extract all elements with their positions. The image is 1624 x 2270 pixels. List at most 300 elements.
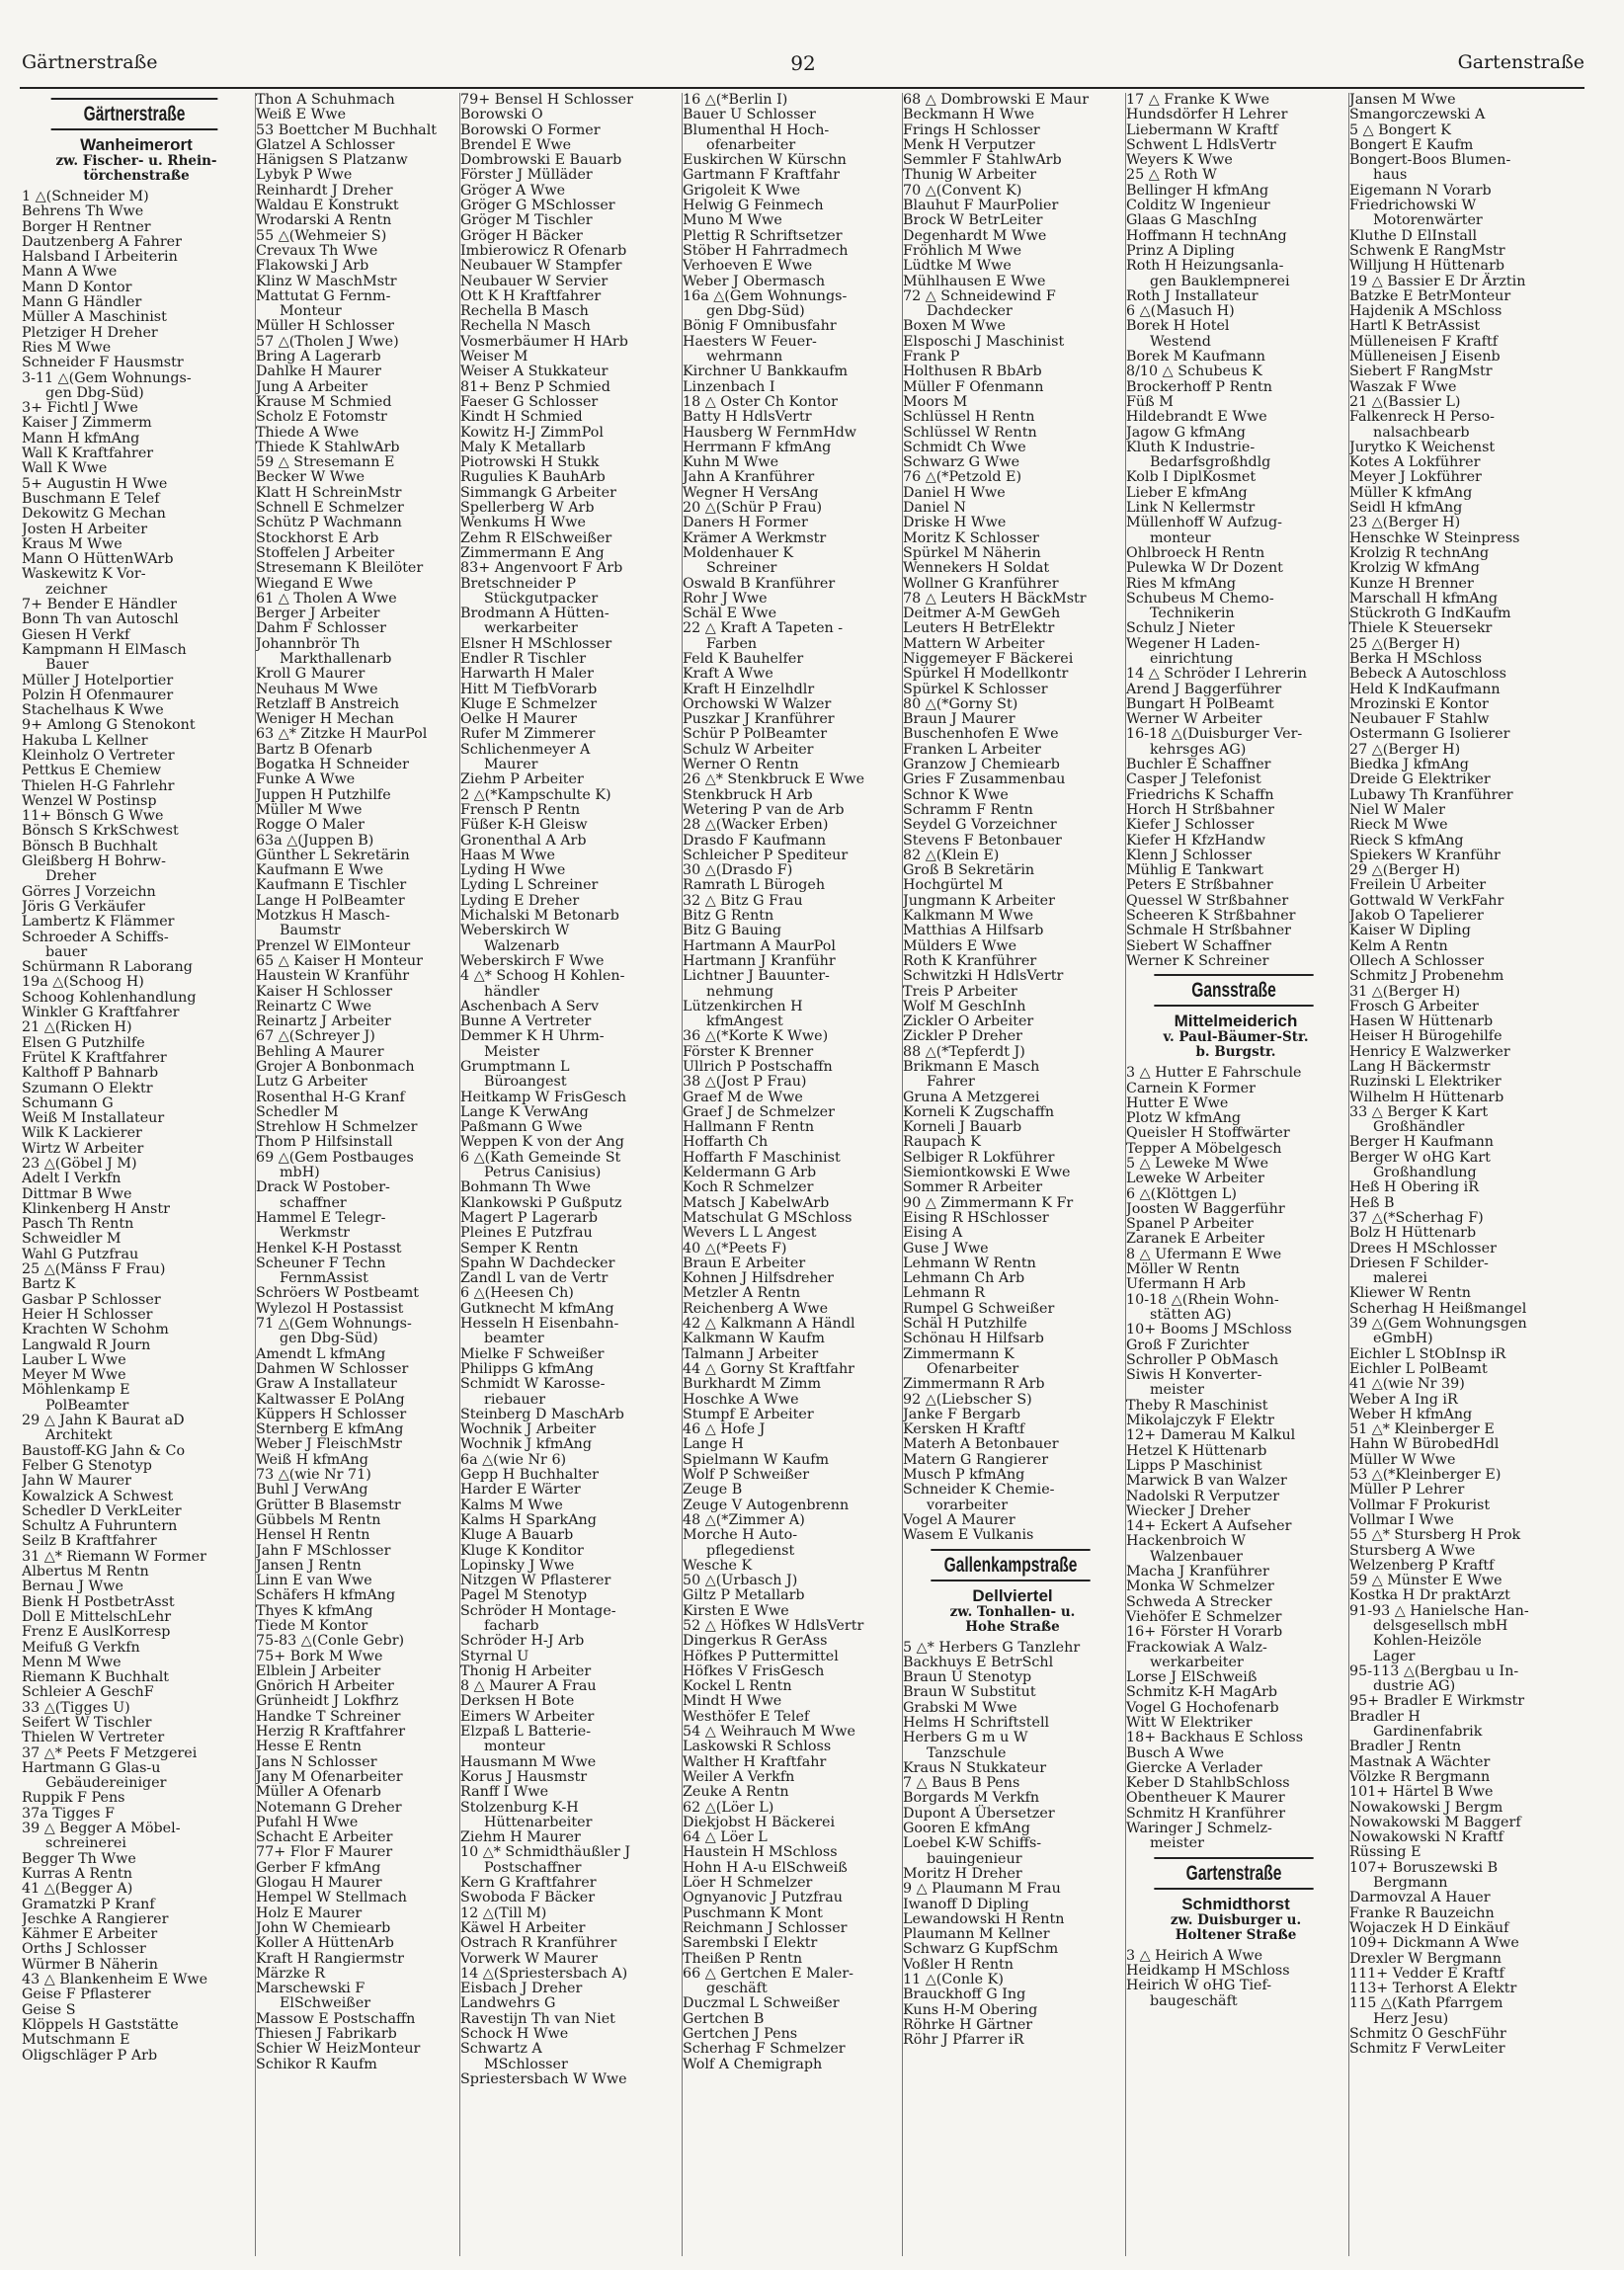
directory-entry: Behrens Th Wwe	[22, 203, 144, 220]
entry-continuation: pflegedienst	[706, 1542, 795, 1559]
directory-entry: Paßmann G Wwe	[460, 1119, 583, 1136]
directory-entry: 11+ Bönsch G Wwe	[22, 808, 164, 825]
directory-entry: Lange H	[683, 1436, 744, 1453]
street-range: zw. Duisburger u.	[1170, 1911, 1302, 1928]
directory-entry: Schneider F Hausmstr	[22, 355, 184, 371]
street-range: zw. Tonhallen- u.	[949, 1603, 1076, 1620]
directory-entry: 52 △ Höfkes W HdlsVertr	[683, 1617, 864, 1634]
directory-entry: Wetering P van de Arb	[683, 801, 845, 818]
directory-entry: Marschewski F	[256, 1981, 365, 1997]
directory-entry: 55 △(Wehmeier S)	[256, 227, 387, 244]
directory-entry: Schmitz F VerwLeiter	[1349, 2041, 1505, 2058]
directory-entry: Stenkbruck H Arb	[683, 786, 813, 803]
directory-entry: Johannbrör Th	[256, 635, 361, 652]
directory-entry: 77+ Flor F Maurer	[256, 1844, 393, 1861]
directory-entry: Bolz H Hüttenarb	[1349, 1225, 1477, 1242]
directory-entry: Graef M de Wwe	[683, 1089, 803, 1105]
directory-entry: Schwenk E RangMstr	[1349, 242, 1505, 259]
directory-entry: Moors M	[903, 393, 968, 410]
directory-entry: Käwel H Arbeiter	[460, 1919, 586, 1936]
entry-continuation: zeichner	[45, 581, 108, 598]
directory-entry: Lopinsky J Wwe	[460, 1557, 575, 1574]
directory-entry: Kaiser J Zimmerm	[22, 415, 152, 432]
directory-entry: Nowakowski M Baggerf	[1349, 1814, 1521, 1830]
directory-entry: Schütz P Wachmann	[256, 515, 402, 531]
directory-entry: Borger H Rentner	[22, 218, 151, 235]
directory-entry: Spahn W Dachdecker	[460, 1255, 615, 1271]
directory-entry: Voßler H Rentn	[903, 1956, 1014, 1973]
directory-entry: Bönsch B Buchhalt	[22, 838, 158, 854]
directory-entry: Siwis H Konverter-	[1126, 1367, 1262, 1384]
entry-continuation: Büroangest	[484, 1074, 567, 1091]
directory-entry: Riemann K Buchhalt	[22, 1669, 170, 1686]
directory-entry: Werner W Arbeiter	[1126, 711, 1262, 728]
directory-entry: Lehmann W Rentn	[903, 1255, 1036, 1271]
entry-continuation: wehrmann	[706, 349, 783, 365]
directory-entry: Jansen J Rentn	[256, 1557, 362, 1574]
directory-entry: Rüssing E	[1349, 1844, 1421, 1861]
directory-entry: Sarembski I Elektr	[683, 1935, 818, 1952]
directory-entry: Kowitz H-J ZimmPol	[460, 424, 604, 441]
directory-entry: Schlichenmeyer A	[460, 741, 591, 758]
running-header-left: Gärtnerstraße	[22, 51, 158, 73]
directory-entry: Hackenbroich W	[1126, 1533, 1246, 1550]
directory-entry: Thunig W Arbeiter	[903, 167, 1037, 184]
directory-entry: 59 △ Stresemann E	[256, 454, 395, 471]
directory-entry: Kliewer W Rentn	[1349, 1285, 1471, 1302]
district-name: Wanheimerort	[80, 135, 193, 154]
directory-entry: Neuhaus M Wwe	[256, 681, 378, 697]
directory-entry: Bunne A Vertreter	[460, 1013, 592, 1030]
directory-entry: Waringer J Schmelz-	[1126, 1821, 1272, 1837]
directory-entry: Juppen H Putzhilfe	[256, 786, 391, 803]
directory-entry: Hitt M TiefbVorarb	[460, 681, 598, 697]
street-range: Holtener Straße	[1175, 1926, 1297, 1943]
directory-entry: Eising A	[903, 1225, 963, 1242]
directory-entry: Marschall H kfmAng	[1349, 590, 1498, 607]
directory-entry: Weiler A Verkfn	[683, 1768, 795, 1785]
directory-entry: Gertchen J Pens	[683, 2026, 798, 2042]
directory-entry: Wirtz W Arbeiter	[22, 1140, 144, 1157]
directory-entry: Borek H Hotel	[1126, 318, 1230, 335]
directory-entry: Borek M Kaufmann	[1126, 349, 1266, 365]
directory-entry: Marwick B van Walzer	[1126, 1473, 1287, 1490]
directory-entry: Freilein U Arbeiter	[1349, 877, 1487, 894]
directory-entry: Thon A Schuhmach	[256, 93, 395, 108]
directory-entry: Pleines E Putzfrau	[460, 1225, 593, 1242]
directory-entry: Brikmann E Masch	[903, 1059, 1040, 1075]
directory-entry: Ostermann G Isolierer	[1349, 726, 1510, 743]
directory-entry: Swoboda F Bäcker	[460, 1890, 596, 1906]
entry-continuation: Monteur	[280, 303, 342, 320]
directory-entry: Hohn H A-u ElSchweiß	[683, 1859, 848, 1876]
directory-entry: Bernau J Wwe	[22, 1579, 123, 1595]
directory-entry: Weniger H Mechan	[256, 711, 394, 728]
directory-entry: Ufermann H Arb	[1126, 1276, 1246, 1293]
directory-entry: Janke F Bergarb	[903, 1406, 1021, 1422]
directory-entry: Reichenberg A Wwe	[683, 1300, 829, 1317]
directory-entry: Hasen W Hüttenarb	[1349, 1013, 1494, 1030]
directory-entry: Lyding L Schreiner	[460, 877, 599, 894]
directory-entry: 70 △(Convent K)	[903, 182, 1022, 199]
directory-entry: Kurras A Rentn	[22, 1865, 132, 1882]
directory-entry: Welzenberg P Kraftf	[1349, 1557, 1495, 1574]
directory-entry: Elblein J Arbeiter	[256, 1662, 381, 1679]
directory-entry: 82 △(Klein E)	[903, 847, 1000, 863]
directory-entry: 1 △(Schneider M)	[22, 189, 149, 204]
entry-continuation: haus	[1373, 167, 1408, 184]
directory-entry: Queisler H Stoffwärter	[1126, 1125, 1290, 1142]
directory-entry: Hetzel K Hüttenarb	[1126, 1442, 1267, 1459]
directory-entry: Busch A Wwe	[1126, 1744, 1225, 1761]
directory-entry: Haustein W Kranführ	[256, 968, 410, 985]
entry-continuation: Baumstr	[280, 923, 341, 939]
directory-entry: Gleißberg H Bohrw-	[22, 853, 166, 870]
directory-entry: Willjung H Hüttenarb	[1349, 258, 1505, 275]
directory-entry: Mann O HüttenWArb	[22, 551, 174, 568]
directory-entry: Tepper A Möbelgesch	[1126, 1140, 1282, 1157]
directory-entry: Jurytko K Weichenst	[1349, 439, 1496, 455]
street-range: törchenstraße	[83, 168, 190, 184]
directory-entry: Menn M Wwe	[22, 1654, 122, 1670]
directory-entry: Hallmann F Rentn	[683, 1119, 815, 1136]
directory-entry: Braun U Stenotyp	[903, 1669, 1032, 1686]
directory-entry: Weber J FleischMstr	[256, 1436, 402, 1453]
directory-entry: Ziehm P Arbeiter	[460, 771, 584, 788]
directory-entry: Seifert W Tischler	[22, 1714, 152, 1731]
directory-entry: Schnell E Schmelzer	[256, 500, 404, 517]
directory-entry: Scheeren K Strßbahner	[1126, 908, 1296, 925]
directory-entry: Schnor K Wwe	[903, 786, 1009, 803]
directory-entry: Duczmal L Schweißer	[683, 1995, 840, 2012]
directory-entry: Dahmen W Schlosser	[256, 1360, 409, 1377]
directory-entry: Klatt H SchreinMstr	[256, 484, 402, 501]
entry-continuation: Stückgutpacker	[484, 590, 599, 607]
directory-entry: Roth H Heizungsanla-	[1126, 258, 1284, 275]
directory-entry: Semper K Rentn	[460, 1240, 579, 1257]
directory-entry: Korneli K Zugschaffn	[903, 1103, 1055, 1120]
directory-entry: Frensch P Rentn	[460, 801, 581, 818]
directory-entry: Raupach K	[903, 1134, 981, 1151]
directory-entry: 16 △(*Berlin I)	[683, 93, 788, 108]
directory-entry: Weyers K Wwe	[1126, 152, 1233, 169]
directory-entry: Eimers W Arbeiter	[460, 1708, 595, 1725]
directory-entry: Dautzenberg A Fahrer	[22, 233, 182, 250]
directory-entry: Klöppels H Gaststätte	[22, 2016, 179, 2033]
directory-entry: Brauckhoff G Ing	[903, 1986, 1026, 2003]
directory-entry: Hempel W Stellmach	[256, 1890, 407, 1906]
entry-continuation: mbH)	[280, 1165, 320, 1181]
directory-entry: Weberskirch F Wwe	[460, 952, 605, 969]
directory-entry: Pufahl H Wwe	[256, 1814, 359, 1830]
directory-entry: Schleicher P Spediteur	[683, 847, 849, 863]
directory-entry: Siebert F RangMstr	[1349, 364, 1493, 380]
directory-entry: 27 △(Berger H)	[1349, 741, 1461, 758]
directory-entry: Weppen K von der Ang	[460, 1134, 624, 1151]
directory-entry: Kaiser W Dipling	[1349, 923, 1471, 939]
directory-entry: Heß B	[1349, 1194, 1395, 1211]
directory-entry: Küppers H Schlosser	[256, 1406, 407, 1422]
directory-entry: Vollmar F Prokurist	[1349, 1497, 1491, 1513]
directory-entry: Harwarth H Maler	[460, 666, 594, 683]
directory-entry: Bongert E Kaufm	[1349, 136, 1474, 153]
directory-entry: Spürkel M Näherin	[903, 544, 1041, 561]
directory-entry: Vorwerk W Maurer	[460, 1950, 598, 1967]
directory-entry: Weiß H kfmAng	[256, 1451, 368, 1468]
directory-entry: Grigoleit K Wwe	[683, 182, 801, 199]
entry-continuation: malerei	[1373, 1270, 1427, 1287]
directory-entry: Moritz H Dreher	[903, 1865, 1022, 1882]
directory-entry: Meyer J Lokführer	[1349, 469, 1482, 486]
directory-entry: 29 △(Berger H)	[1349, 862, 1461, 879]
directory-entry: Bartz B Ofenarb	[256, 741, 372, 758]
directory-entry: Sternberg E kfmAng	[256, 1421, 404, 1438]
directory-entry: Müller F Ofenmann	[903, 378, 1044, 395]
directory-entry: 46 △ Hofe J	[683, 1421, 766, 1438]
entry-continuation: monteur	[1150, 529, 1211, 546]
directory-entry: Mielke F Schweißer	[460, 1345, 605, 1362]
entry-continuation: Ofenarbeiter	[927, 1360, 1019, 1377]
directory-entry: Leweke W Arbeiter	[1126, 1171, 1264, 1187]
directory-entry: Grütter B Blasemstr	[256, 1497, 401, 1513]
directory-entry: Roth J Installateur	[1126, 287, 1259, 304]
street-heading: Gansstraße	[1154, 974, 1313, 1007]
directory-entry: 95+ Bradler E Wirkmstr	[1349, 1693, 1525, 1710]
directory-entry: Mann H kfmAng	[22, 430, 140, 446]
directory-entry: Giesen H Verkf	[22, 626, 130, 643]
directory-entry: Weber A Ing iR	[1349, 1391, 1458, 1408]
directory-entry: 91-93 △ Hanielsche Han-	[1349, 1602, 1529, 1619]
directory-entry: Schäl H Putzhilfe	[903, 1316, 1027, 1333]
entry-continuation: PolBeamter	[45, 1397, 129, 1414]
entry-continuation: schaffner	[280, 1194, 347, 1211]
directory-entry: Kalthoff P Bahnarb	[22, 1065, 159, 1082]
directory-entry: 8 △ Ufermann E Wwe	[1126, 1246, 1282, 1262]
entry-continuation: Gebäudereiniger	[45, 1775, 167, 1792]
directory-entry: Ramrath L Bürogeh	[683, 877, 826, 894]
directory-entry: Brendel E Wwe	[460, 136, 572, 153]
directory-entry: Doll E MittelschLehr	[22, 1608, 172, 1625]
directory-entry: 6 △(Heesen Ch)	[460, 1285, 574, 1302]
directory-entry: Weiß M Installateur	[22, 1110, 165, 1127]
directory-entry: Müller K kfmAng	[1349, 484, 1473, 501]
directory-entry: Friedrichowski W	[1349, 198, 1477, 214]
directory-entry: Thonig H Arbeiter	[460, 1662, 592, 1679]
directory-entry: Guse J Wwe	[903, 1240, 989, 1257]
directory-entry: 31 △* Riemann W Former	[22, 1548, 206, 1565]
entry-continuation: Bergmann	[1373, 1875, 1448, 1892]
directory-entry: Stolzenburg K-H	[460, 1799, 579, 1816]
directory-entry: Bienk H PostbetrAsst	[22, 1593, 175, 1610]
directory-entry: Viehöfer E Schmelzer	[1126, 1608, 1282, 1625]
directory-entry: Bebeck A Autoschloss	[1349, 666, 1506, 683]
directory-entry: Schacht E Arbeiter	[256, 1829, 393, 1846]
directory-entry: Wolf P Schweißer	[683, 1467, 810, 1484]
directory-entry: Scherhag F Schmelzer	[683, 2041, 846, 2058]
directory-entry: 37 △* Peets F Metzgerei	[22, 1744, 198, 1761]
directory-entry: Harder E Wärter	[460, 1482, 581, 1499]
directory-entry: Bungart H PolBeamt	[1126, 695, 1274, 712]
directory-entry: Eichler L PolBeamt	[1349, 1360, 1488, 1377]
directory-entry: 18 △ Oster Ch Kontor	[683, 393, 838, 410]
directory-entry: Lehmann Ch Arb	[903, 1270, 1025, 1287]
directory-entry: 71 △(Gem Wohnungs-	[256, 1316, 412, 1333]
directory-entry: 20 △(Schür P Frau)	[683, 500, 823, 517]
directory-entry: 21 △(Bassier L)	[1349, 393, 1461, 410]
directory-entry: Buschenhofen E Wwe	[903, 726, 1059, 743]
directory-entry: Dahm F Schlosser	[256, 620, 386, 637]
directory-entry: Puszkar J Kranführer	[683, 711, 835, 728]
directory-entry: John W Chemiearb	[256, 1919, 391, 1936]
directory-entry: Bitz G Bauing	[683, 923, 782, 939]
directory-entry: Waldau E Konstrukt	[256, 198, 399, 214]
directory-entry: Schlüssel W Rentn	[903, 424, 1037, 441]
directory-entry: Orths J Schlosser	[22, 1941, 146, 1958]
directory-entry: Wrodarski A Rentn	[256, 212, 392, 229]
directory-entry: Bönig F Omnibusfahr	[683, 318, 837, 335]
directory-entry: Steinberg D MaschArb	[460, 1406, 624, 1422]
directory-entry: Nowakowski J Bergm	[1349, 1799, 1503, 1816]
directory-entry: Geise F Pflasterer	[22, 1986, 151, 2003]
directory-entry: Plaumann M Kellner	[903, 1926, 1050, 1943]
directory-entry: Lewandowski H Rentn	[903, 1910, 1065, 1927]
directory-entry: Bretschneider P	[460, 575, 576, 592]
directory-entry: Märzke R	[256, 1965, 325, 1982]
directory-entry: Schmitz K-H MagArb	[1126, 1684, 1278, 1701]
directory-entry: Jany M Ofenarbeiter	[256, 1768, 403, 1785]
directory-entry: Wahl G Putzfrau	[22, 1246, 139, 1262]
directory-entry: Klenn J Schlosser	[1126, 847, 1253, 863]
directory-entry: Lauber L Wwe	[22, 1351, 126, 1368]
directory-entry: Krolzig W kfmAng	[1349, 560, 1480, 577]
directory-entry: Behling A Maurer	[256, 1043, 384, 1060]
directory-entry: Kaufmann E Tischler	[256, 877, 407, 894]
directory-entry: Brock W BetrLeiter	[903, 212, 1043, 229]
directory-entry: Reinartz C Wwe	[256, 998, 372, 1014]
directory-entry: Niel W Maler	[1349, 801, 1445, 818]
directory-entry: Seydel G Vorzeichner	[903, 817, 1057, 834]
directory-entry: Kelm A Rentn	[1349, 937, 1448, 954]
directory-entry: Neubauer W Servier	[460, 273, 609, 289]
directory-entry: 19a △(Schoog H)	[22, 974, 144, 991]
directory-entry: Jahn A Kranführer	[683, 469, 815, 486]
directory-entry: Derksen H Bote	[460, 1693, 575, 1710]
district-name: Dellviertel	[972, 1585, 1053, 1605]
directory-entry: Kalkmann W Kaufm	[683, 1331, 825, 1347]
directory-entry: Schier W HeizMonteur	[256, 2041, 421, 2058]
column-4	[682, 93, 899, 2256]
directory-entry: Frosch G Arbeiter	[1349, 998, 1479, 1014]
entry-continuation: beamter	[484, 1331, 544, 1347]
directory-entry: Vogel A Maurer	[903, 1511, 1015, 1528]
directory-entry: Mülleneisen J Eisenb	[1349, 349, 1501, 365]
directory-entry: Kroll G Maurer	[256, 666, 365, 683]
directory-entry: Stursberg A Wwe	[1349, 1542, 1476, 1559]
directory-entry: Graw A Installateur	[256, 1376, 397, 1393]
directory-entry: 111+ Vedder E Kraftf	[1349, 1965, 1504, 1982]
column-5	[902, 93, 1122, 2256]
directory-entry: 16+ Förster H Vorarb	[1126, 1624, 1283, 1641]
directory-entry: Stockhorst E Arb	[256, 529, 379, 546]
directory-entry: Weiser M	[460, 349, 528, 365]
directory-entry: Hartl K BetrAssist	[1349, 318, 1481, 335]
directory-entry: Retzlaff B Anstreich	[256, 695, 400, 712]
directory-entry: Colditz W Ingenieur	[1126, 198, 1270, 214]
directory-entry: Massow E Postschaffn	[256, 2010, 416, 2027]
directory-entry: Kluthe D ElInstall	[1349, 227, 1478, 244]
entry-continuation: kfmAngest	[706, 1013, 783, 1030]
directory-entry: Stückroth G IndKaufm	[1349, 606, 1511, 622]
directory-entry: Möller W Rentn	[1126, 1261, 1240, 1278]
directory-entry: Hensel H Rentn	[256, 1527, 370, 1544]
directory-entry: Funke A Wwe	[256, 771, 356, 788]
directory-entry: Magert P Lagerarb	[460, 1209, 599, 1226]
directory-entry: Carnein K Former	[1126, 1080, 1256, 1096]
directory-entry: 28 △(Wacker Erben)	[683, 817, 829, 834]
directory-entry: Moritz K Schlosser	[903, 529, 1039, 546]
directory-entry: Siebert W Schaffner	[1126, 937, 1271, 954]
directory-entry: Bonn Th van Autoschl	[22, 611, 179, 628]
directory-entry: 64 △ Löer L	[683, 1829, 768, 1846]
directory-entry: Gröger A Wwe	[460, 182, 566, 199]
directory-entry: Mrozinski E Kontor	[1349, 695, 1489, 712]
directory-entry: Schröers W Postbeamt	[256, 1285, 420, 1302]
directory-entry: Euskirchen W Kürschn	[683, 152, 847, 169]
directory-entry: Mülleneisen F Kraftf	[1349, 333, 1499, 350]
directory-entry: 38 △(Jost P Frau)	[683, 1074, 807, 1091]
directory-entry: Polzin H Ofenmaurer	[22, 687, 174, 703]
directory-entry: Berka H MSchloss	[1349, 650, 1483, 667]
directory-entry: Lubawy Th Kranführer	[1349, 786, 1513, 803]
directory-entry: 4 △* Schoog H Kohlen-	[460, 968, 625, 985]
directory-entry: Kraus M Wwe	[22, 535, 122, 552]
directory-entry: Weber H kfmAng	[1349, 1406, 1473, 1422]
directory-entry: Müller M Wwe	[256, 801, 363, 818]
directory-entry: Wevers L L Angest	[683, 1225, 817, 1242]
directory-entry: 16a △(Gem Wohnungs-	[683, 287, 848, 304]
directory-entry: Scherhag H Heißmangel	[1349, 1300, 1527, 1317]
entry-continuation: werkarbeiter	[484, 620, 578, 637]
directory-entry: Henricy E Walzwerker	[1349, 1043, 1510, 1060]
directory-entry: Bradler J Rentn	[1349, 1739, 1462, 1755]
directory-entry: Weberskirch W	[460, 923, 570, 939]
directory-entry: Heidkamp H MSchloss	[1126, 1962, 1290, 1979]
directory-entry: Hutter E Wwe	[1126, 1094, 1229, 1111]
directory-entry: Lipps P Maschinist	[1126, 1457, 1262, 1474]
directory-entry: Begger Th Wwe	[22, 1850, 136, 1867]
directory-entry: Ullrich P Postschaffn	[683, 1059, 833, 1075]
directory-entry: Müller A Ofenarb	[256, 1784, 381, 1801]
directory-entry: Blumenthal H Hoch-	[683, 122, 830, 138]
directory-entry: Boxen M Wwe	[903, 318, 1006, 335]
directory-entry: Stumpf E Arbeiter	[683, 1406, 814, 1422]
directory-entry: Driesen F Schilder-	[1349, 1255, 1489, 1271]
directory-entry: Drack W Postober-	[256, 1179, 390, 1196]
directory-entry: Gröger H Bäcker	[460, 227, 583, 244]
directory-entry: Förster K Brenner	[683, 1043, 814, 1060]
directory-entry: Matthias A Hilfsarb	[903, 923, 1044, 939]
directory-entry: Schürmann R Laborang	[22, 959, 193, 976]
directory-entry: Koch R Schmelzer	[683, 1179, 814, 1196]
column-1	[22, 93, 251, 2256]
directory-entry: 3+ Fichtl J Wwe	[22, 400, 138, 417]
directory-entry: Zandl L van de Vertr	[460, 1270, 609, 1287]
directory-entry: 25 △(Mänss F Frau)	[22, 1261, 166, 1278]
directory-entry: Menk H Verputzer	[903, 136, 1035, 153]
directory-entry: Nowakowski N Kraftf	[1349, 1829, 1503, 1846]
directory-entry: Korneli J Bauarb	[903, 1119, 1022, 1136]
directory-entry: Verhoeven E Wwe	[683, 258, 813, 275]
